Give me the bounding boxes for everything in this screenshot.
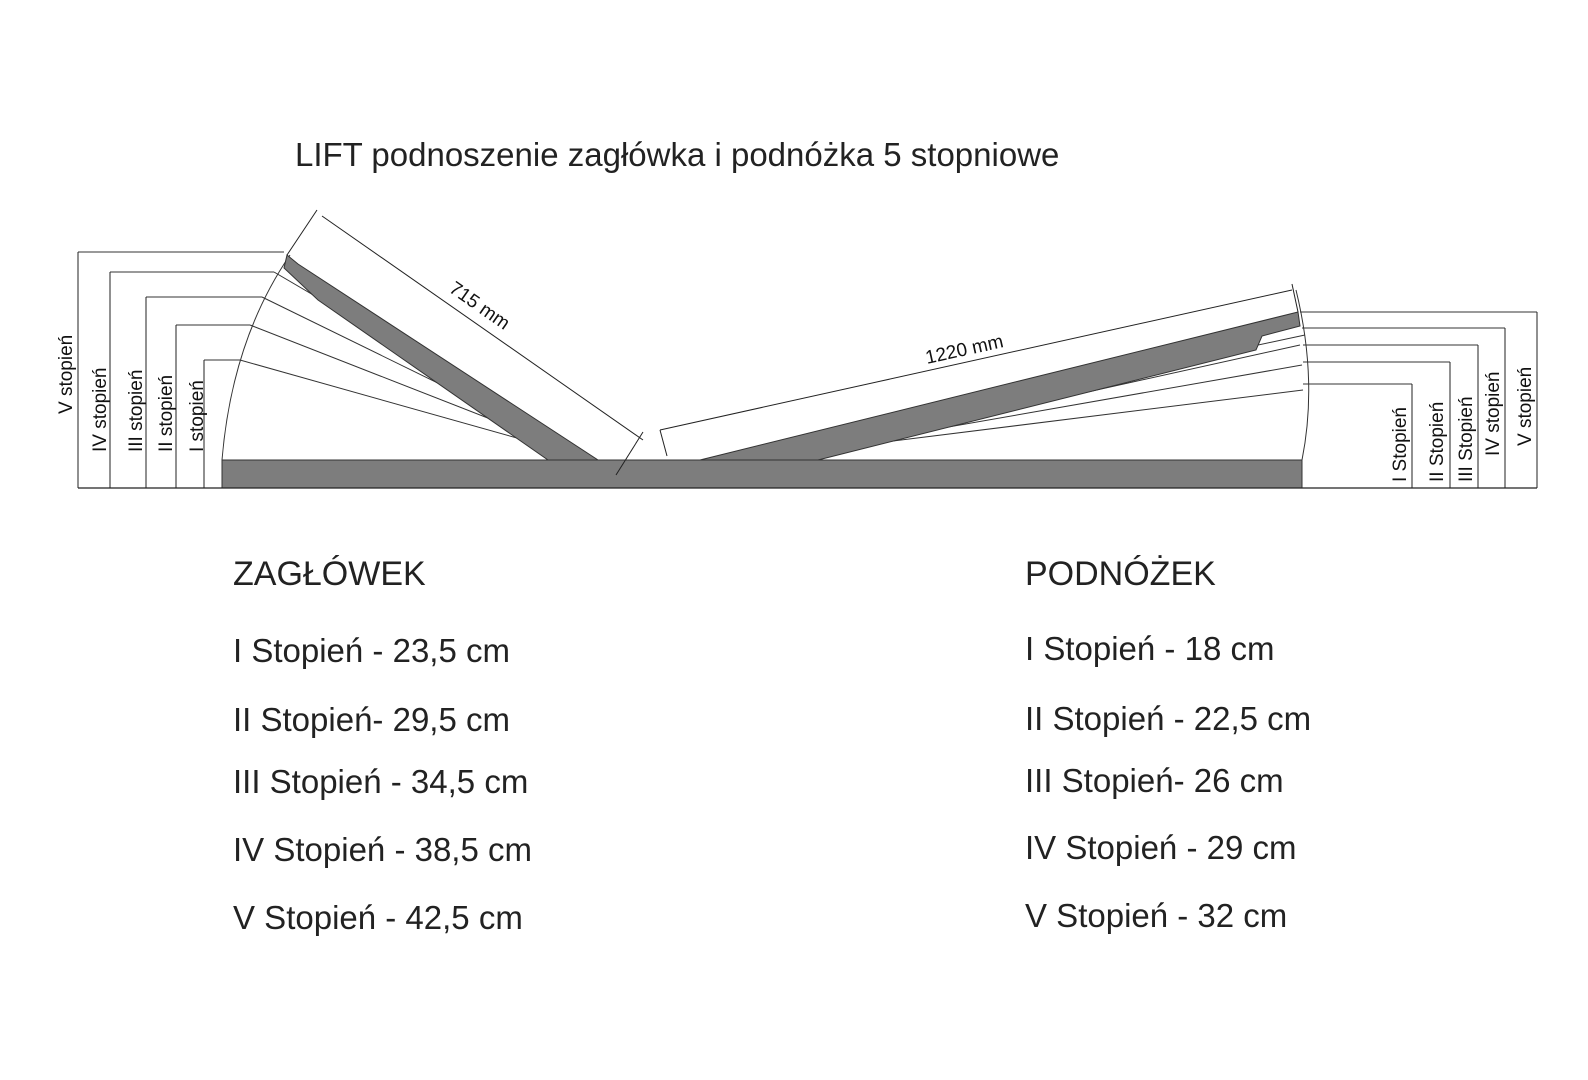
left-level-2-label: II stopień [156, 374, 177, 452]
left-level-3-label: III stopień [126, 369, 147, 452]
right-level-4-label: IV stopień [1483, 371, 1504, 456]
headrest-heading: ZAGŁÓWEK [233, 555, 426, 593]
right-level-3-label: III Stopień [1456, 396, 1477, 482]
head-board [284, 255, 598, 460]
footrest-level-3: III Stopień- 26 cm [1025, 762, 1284, 799]
right-level-1-label: I Stopień [1390, 407, 1411, 482]
headrest-level-3: III Stopień - 34,5 cm [233, 763, 529, 800]
footrest-level-5: V Stopień - 32 cm [1025, 897, 1288, 934]
head-length-label: 715 mm [445, 277, 514, 335]
left-level-4-label: IV stopień [90, 367, 111, 452]
headrest-level-1: I Stopień - 23,5 cm [233, 632, 510, 669]
foot-length-label: 1220 mm [923, 331, 1006, 369]
left-level-labels [56, 335, 208, 452]
footrest-heading: PODNÓŻEK [1025, 555, 1216, 593]
left-level-5-label: V stopień [56, 334, 77, 414]
footrest-level-1: I Stopień - 18 cm [1025, 630, 1275, 667]
footrest-level-4: IV Stopień - 29 cm [1025, 829, 1297, 866]
right-level-5-label: V stopień [1515, 366, 1536, 446]
right-level-2-label: II Stopień [1427, 401, 1448, 482]
diagram-title: LIFT podnoszenie zagłówka i podnóżka 5 stopniowe [295, 136, 1060, 173]
footrest-level-2: II Stopień - 22,5 cm [1025, 700, 1312, 737]
headrest-level-2: II Stopień- 29,5 cm [233, 701, 510, 738]
headrest-level-5: V Stopień - 42,5 cm [233, 899, 523, 936]
bed-base-frame [222, 460, 1302, 488]
headrest-level-4: IV Stopień - 38,5 cm [233, 831, 532, 868]
left-level-1-label: I stopień [187, 380, 208, 452]
head-dimension [287, 210, 643, 475]
